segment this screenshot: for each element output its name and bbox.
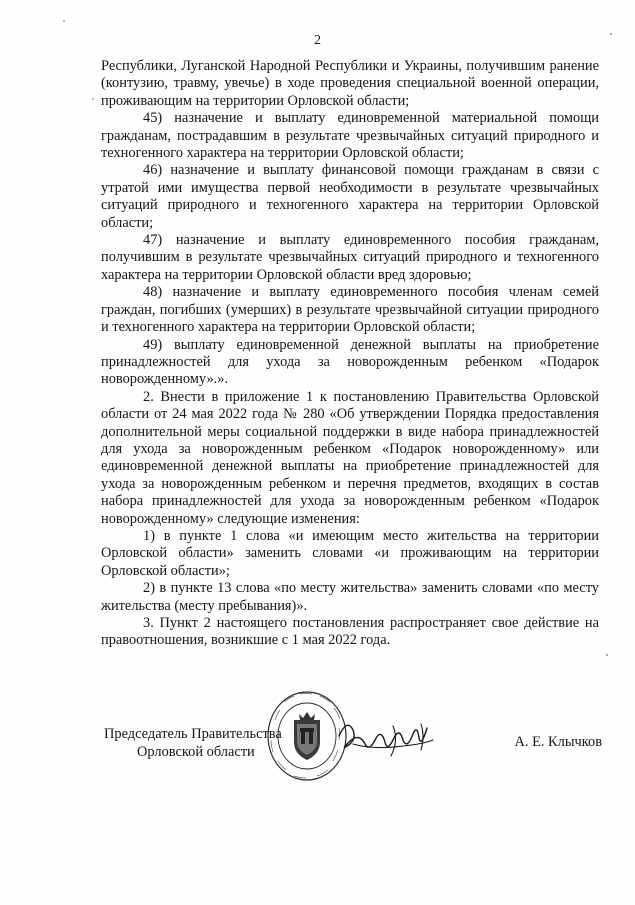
paragraph-continuation: Республики, Луганской Народной Республики и Украины, получившим ранение (контузию, травму, увечье) в ходе проведения специальной военной операции, проживающим на территории Орловской области; [101, 58, 599, 109]
paragraph-item-49: 49) выплату единовременной денежной выплаты на приобретение принадлежностей для ухода за новорожденным ребенком «Подарок новорожденному».». [101, 336, 599, 388]
scan-speck [606, 654, 608, 656]
signatory-title-line2: Орловской области [137, 744, 255, 760]
paragraph-item-45: 45) назначение и выплату единовременной материальной помощи гражданам, пострадавшим в результате чрезвычайных ситуаций природного и техногенного характера на территории Орловской области; [101, 110, 599, 162]
paragraph-subitem-2: 2) в пункте 13 слова «по месту жительства» заменить словами «по месту жительства (месту пребывания)». [101, 580, 599, 614]
handwritten-signature [333, 714, 443, 764]
paragraph-item-47: 47) назначение и выплату единовременного пособия гражданам, получившим в результате чрезвычайных ситуаций природного и техногенного характера на территории Орловской области вред здоровью; [101, 232, 599, 283]
signatory-name: А. Е. Клычков [514, 734, 602, 750]
signatory-title [104, 725, 304, 761]
signatory-title-line1: Председатель Правительства [104, 726, 282, 742]
paragraph-section-2: 2. Внести в приложение 1 к постановлению Правительства Орловской области от 24 мая 2022 года № 280 «Об утверждении Порядка предоставления дополнительной меры социальной поддержки в виде набора принадлежностей для ухода за новорожденным ребенком «Подарок новорожденному» или единовременной денежной выплаты на приобретение принадлежностей для ухода за новорожденным ребенком и перечня предметов, входящих в состав набора принадлежностей для ухода за новорожденным ребенком «Подарок новорожденному» следующие изменения: [101, 388, 599, 527]
signature-block [0, 690, 635, 800]
page-number: 2 [314, 33, 321, 48]
paragraph-section-3: 3. Пункт 2 настоящего постановления распространяет свое действие на правоотношения, возникшие с 1 мая 2022 года. [101, 615, 599, 649]
paragraph-item-48: 48) назначение и выплату единовременного пособия членам семей граждан, погибших (умерших) в результате чрезвычайной ситуации природного и техногенного характера на территории Орловской области; [101, 284, 599, 336]
paragraph-item-46: 46) назначение и выплату финансовой помощи гражданам в связи с утратой ими имущества первой необходимости в результате чрезвычайных ситуаций природного и техногенного характера на территории Орловской области; [101, 162, 599, 231]
paragraph-subitem-1: 1) в пункте 1 слова «и имеющим место жительства на территории Орловской области» заменить словами «и проживающим на территории Орловской области»; [101, 527, 599, 579]
scan-speck [63, 20, 65, 22]
document-body [101, 58, 599, 650]
scan-speck [92, 98, 94, 100]
